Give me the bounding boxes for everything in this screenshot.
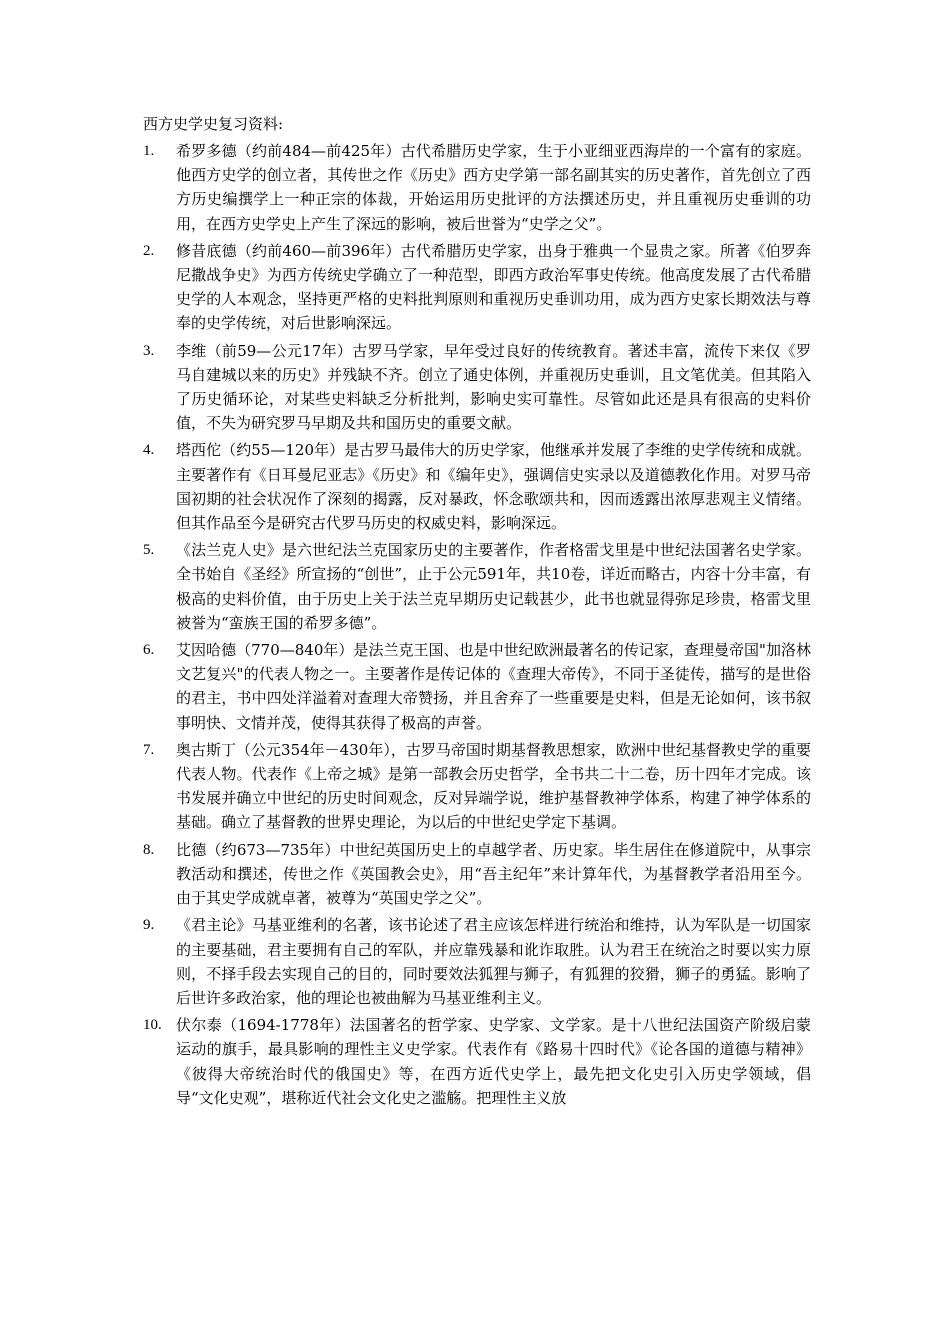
list-item (143, 139, 811, 236)
list-item (143, 438, 811, 535)
item-text: 比德（约673—735年）中世纪英国历史上的卓越学者、历史家。毕生居住在修道院中，从事宗教活动和撰述，传世之作《英国教会史》，用“吾主纪年”来计算年代，为基督教学者沿用至今。由于其史学成就卓著，被尊为“英国史学之父”。 (176, 840, 811, 908)
list-item (143, 339, 811, 436)
item-number: 5. (143, 542, 155, 559)
list-item (143, 239, 811, 336)
item-number: 7. (143, 741, 155, 758)
list-item (143, 638, 811, 735)
item-number: 8. (143, 841, 155, 858)
list-item (143, 738, 811, 835)
item-number: 10. (143, 1017, 162, 1034)
list-item (143, 838, 811, 911)
item-number: 3. (143, 342, 155, 359)
item-text: 《君主论》马基亚维利的名著，该书论述了君主应该怎样进行统治和维持，认为军队是一切国家的主要基础，君主要拥有自己的军队，并应靠残暴和讹诈取胜。认为君王在统治之时要以实力原则，不择手段去实现自己的目的，同时要效法狐狸与狮子，有狐狸的狡猾，狮子的勇猛。影响了后世许多政治家，他的理论也被曲解为马基亚维利主义。 (176, 916, 811, 1007)
item-text: 修昔底德（约前460—前396年）古代希腊历史学家，出身于雅典一个显贵之家。所著《伯罗奔尼撒战争史》为西方传统史学确立了一种范型，即西方政治军事史传统。他高度发展了古代希腊史学的人本观念，坚持更严格的史料批判原则和重视历史垂训功用，成为西方史家长期效法与尊奉的史学传统，对后世影响深远。 (176, 241, 811, 333)
list-item (143, 913, 811, 1010)
item-text: 希罗多德（约前484—前425年）古代希腊历史学家，生于小亚细亚西海岸的一个富有的家庭。他西方史学的创立者，其传世之作《历史》西方史学第一部名副其实的历史著作，首先创立了西方历史编撰学上一种正宗的体裁，开始运用历史批评的方法撰述历史，并且重视历史垂训的功用，在西方史学史上产生了深远的影响，被后世誉为“史学之父”。 (176, 142, 811, 233)
list-item (143, 538, 811, 635)
item-text: 奥古斯丁（公元354年－430年），古罗马帝国时期基督教思想家，欧洲中世纪基督教史学的重要代表人物。代表作《上帝之城》是第一部教会历史哲学，全书共二十二卷，历十四年才完成。该书发展并确立中世纪的历史时间观念，反对异端学说，维护基督教神学体系，构建了神学体系的基础。确立了基督教的世界史理论，为以后的中世纪史学定下基调。 (176, 740, 811, 832)
item-number: 6. (143, 642, 155, 659)
item-text: 伏尔泰（1694-1778年）法国著名的哲学家、史学家、文学家。是十八世纪法国资产阶级启蒙运动的旗手，最具影响的理性主义史学家。代表作有《路易十四时代》《论各国的道德与精神》《彼得大帝统治时代的俄国史》等，在西方近代史学上，最先把文化史引入历史学领域，倡导“文化史观”，堪称近代社会文化史之滥觞。把理性主义放 (176, 1016, 811, 1107)
document-content (143, 112, 811, 1113)
item-number: 1. (143, 143, 155, 159)
item-text: 李维（前59—公元17年）古罗马学家，早年受过良好的传统教育。著述丰富，流传下来仅《罗马自建城以来的历史》并残缺不齐。创立了通史体例，并重视历史垂训，且文笔优美。但其陷入了历史循环论，对某些史料缺乏分析批判，影响史实可靠性。尽管如此还是具有很高的史料价值，不失为研究罗马早期及共和国历史的重要文献。 (176, 341, 811, 433)
item-number: 4. (143, 442, 155, 459)
item-text: 塔西佗（约55—120年）是古罗马最伟大的历史学家，他继承并发展了李维的史学传统和成就。主要著作有《日耳曼尼亚志》《历史》和《编年史》，强调信史实录以及道德教化作用。对罗马帝国初期的社会状况作了深刻的揭露，反对暴政，怀念歌颂共和，因而透露出浓厚悲观主义情绪。但其作品至今是研究古代罗马历史的权威史料，影响深远。 (176, 441, 811, 533)
item-number: 9. (143, 917, 155, 934)
review-item-list (143, 139, 811, 1110)
item-number: 2. (143, 242, 155, 259)
item-text: 艾因哈德（770—840年）是法兰克王国、也是中世纪欧洲最著名的传记家，查理曼帝国"加洛林文艺复兴"的代表人物之一。主要著作是传记体的《查理大帝传》，不同于圣徒传，描写的是世俗的君主，书中四处洋溢着对查理大帝赞扬，并且舍弃了一些重要是史料，但是无论如何，该书叙事明快、文情并茂，使得其获得了极高的声誉。 (176, 641, 811, 732)
item-text: 《法兰克人史》是六世纪法兰克国家历史的主要著作，作者格雷戈里是中世纪法国著名史学家。全书始自《圣经》所宣扬的“创世”，止于公元591年，共10卷，详近而略古，内容十分丰富，有极高的史料价值，由于历史上关于法兰克早期历史记载甚少，此书也就显得弥足珍贵，格雷戈里被誉为“蛮族王国的希罗多德”。 (176, 541, 811, 632)
list-item (143, 1013, 811, 1110)
document-title: 西方史学史复习资料: (143, 115, 284, 133)
